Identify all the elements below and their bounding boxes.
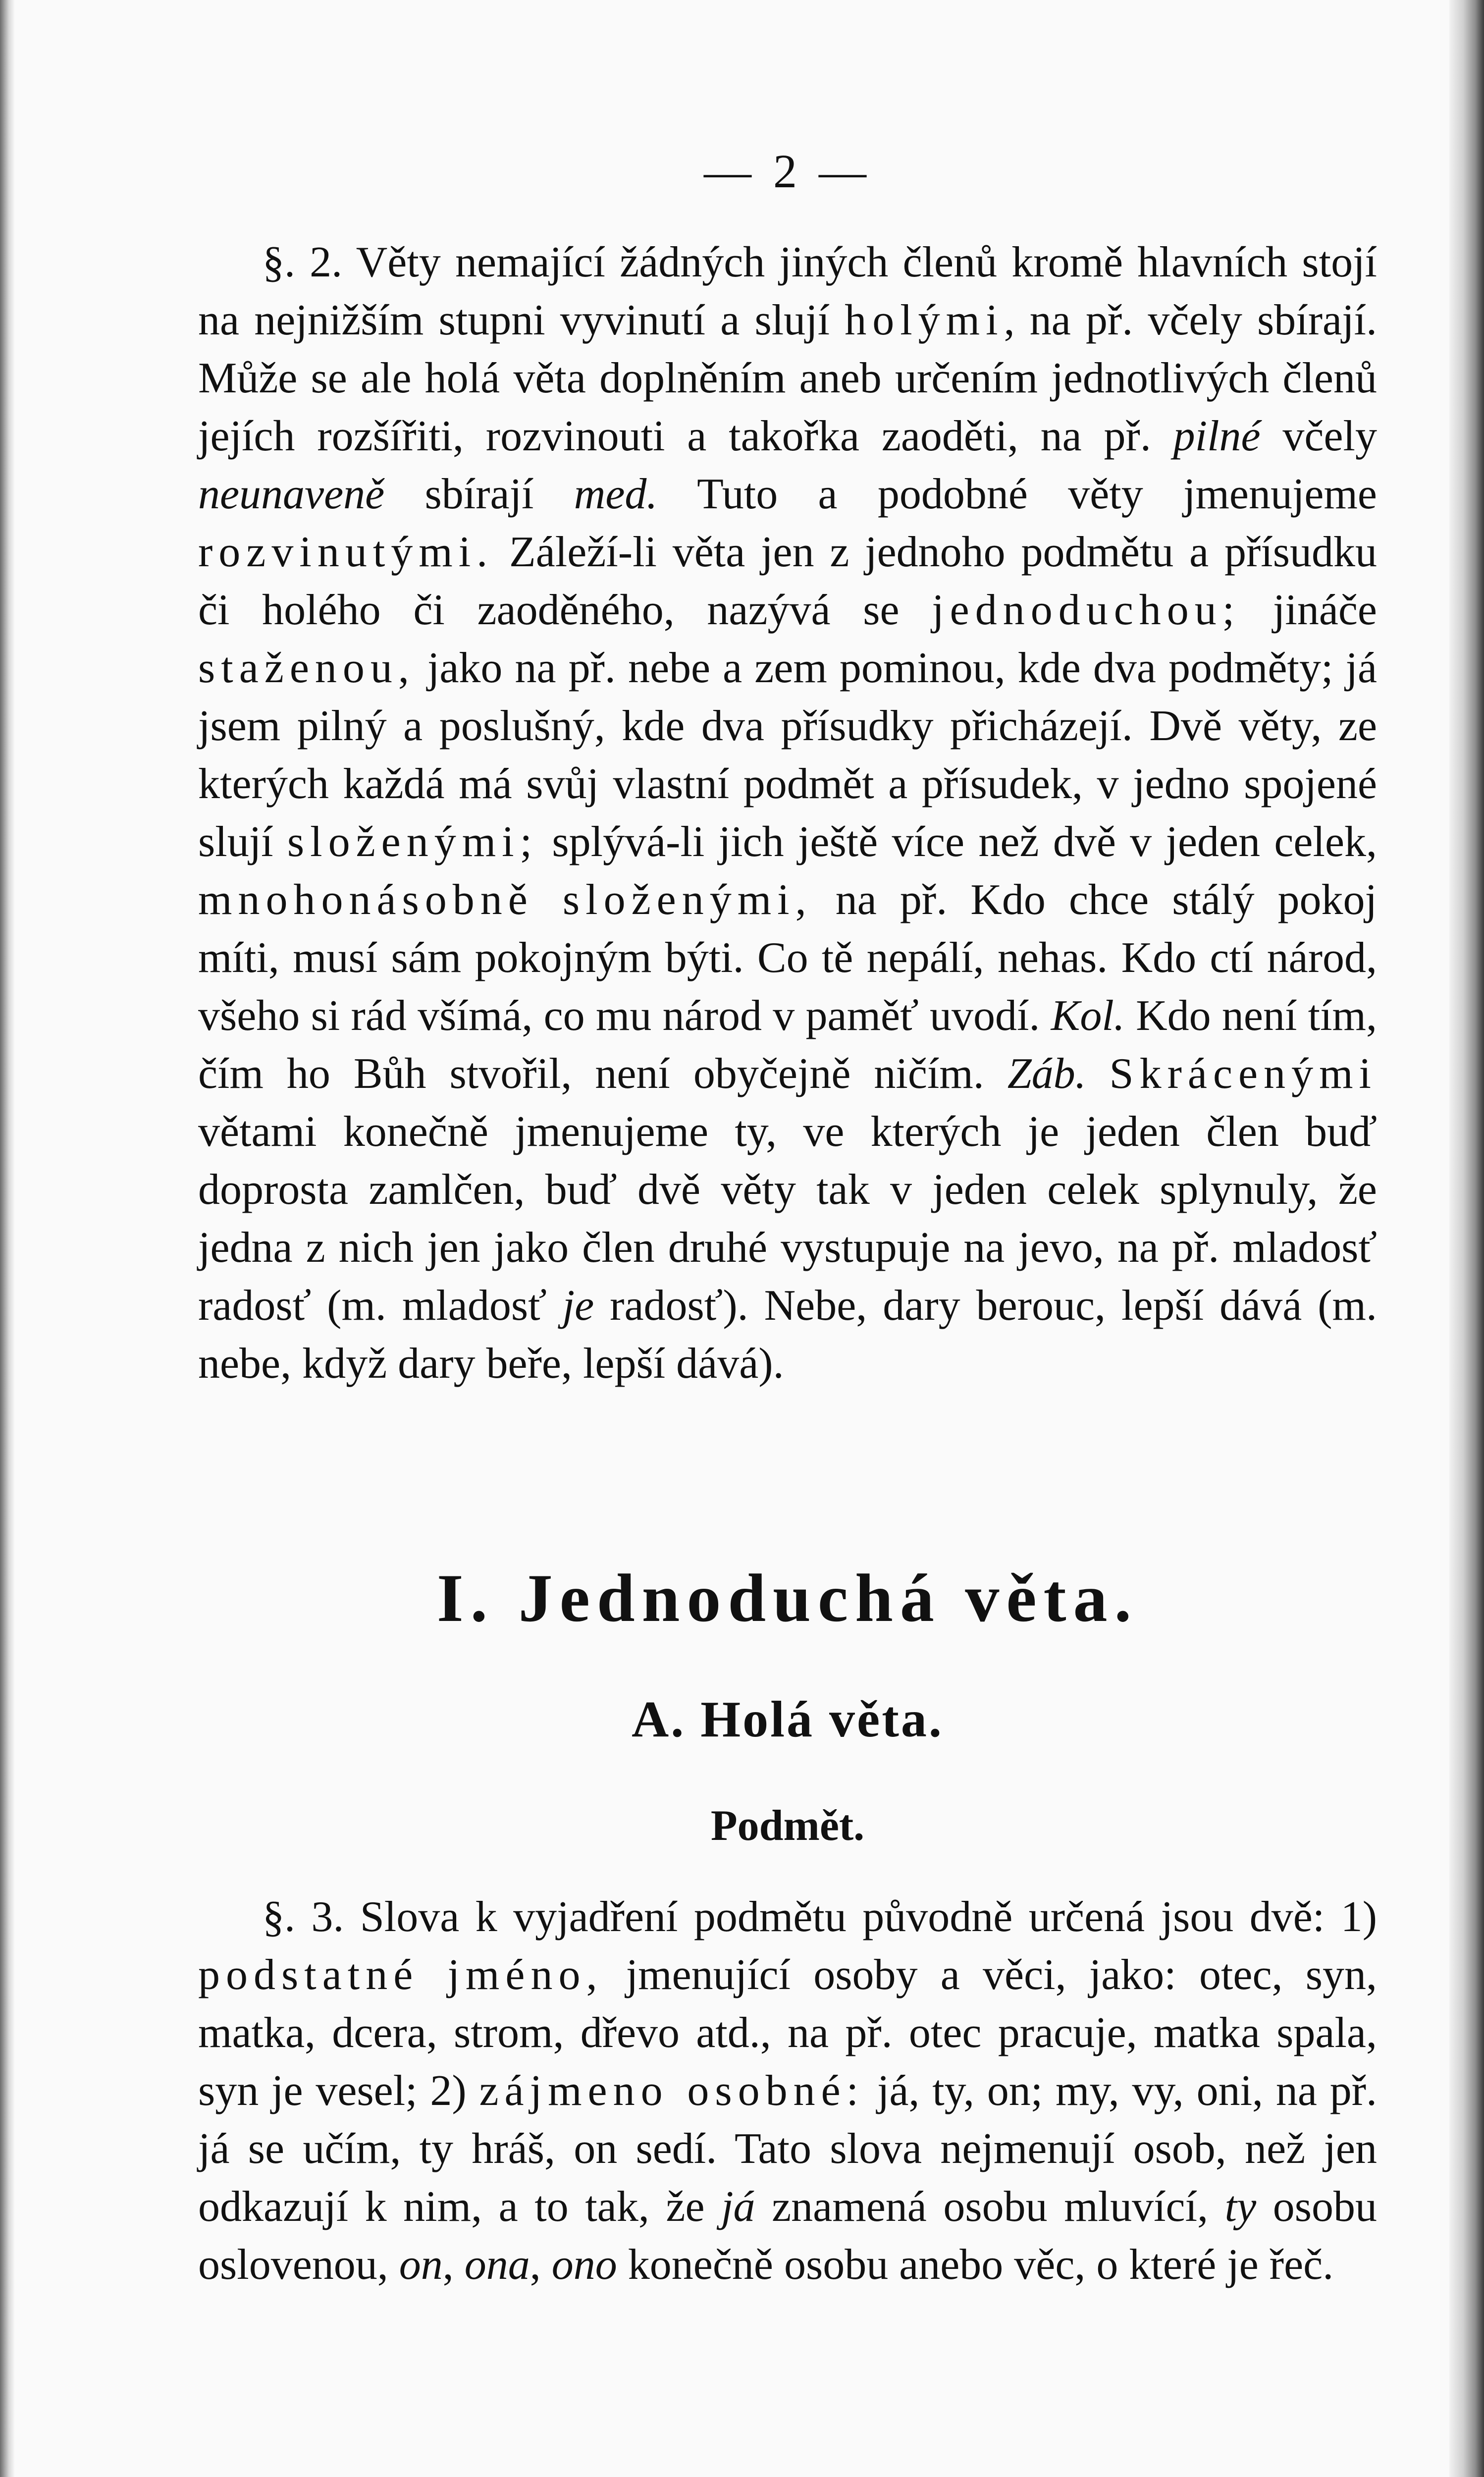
text: sbírají [384,470,574,518]
italic-zab: Záb. [1007,1050,1086,1098]
italic-kol: Kol. [1051,992,1125,1040]
text: včely [1260,412,1377,460]
text: , na př. včely sbírají. Může se ale holá věta doplněním aneb určením jednotlivých členů jejích rozšířiti, rozvinouti a takořka zaoděti, na př. [198,296,1377,460]
subsection-title: Podmět. [710,1802,865,1850]
text: Kdo není tím, čím ho Bůh stvořil, není obyčejně ničím. [198,992,1377,1098]
italic-ja: já [721,2183,755,2231]
text: osobu oslovenou, [198,2183,1377,2289]
paragraph-section-2 [198,233,1377,1393]
text: jináče [1240,586,1377,634]
term-rozvinutymi: rozvinutými. [198,528,494,576]
text: já, ty, on; my, vy, oni, na př. já se učím, ty hráš, on sedí. Tato slova nejmenují osob, než jen odkazují k nim, a to tak, že [198,2067,1377,2231]
italic-med: med. [574,470,658,518]
text: , [530,2241,552,2289]
italic-je: je [562,1282,594,1330]
page-right-edge [1449,0,1484,2477]
text: znamená osobu mluvící, [755,2183,1225,2231]
text: jako na př. nebe a zem pominou, kde dva podměty; já jsem pilný a poslušný, kde dva přísudky přicházejí. Dvě věty, ze kterých každá má svůj vlastní podmět a přísudek, v jedno spojené slují [198,644,1377,866]
text: větami konečně jmenujeme ty, ve kterých je jeden člen buď doprosta zamlčen, buď dvě věty tak v jeden celek splynuly, že jedna z nich jen jako člen druhé vystupuje na jevo, na př. mladosť radosť (m. mladosť [198,1108,1377,1330]
term-podstatne-jmeno: podstatné jméno, [198,1951,603,1999]
text: Záleží-li věta jen z jednoho podmětu a přísudku či holého či zaoděného, nazývá se [198,528,1377,634]
italic-ona: ona [464,2241,530,2289]
text: §. 2. Věty nemající žádných jiných členů kromě hlavních stojí na nejnižším stupni vyvinutí a slují [198,238,1377,344]
italic-pilne: pilné [1173,412,1261,460]
text: , [442,2241,465,2289]
text: splývá-li jich ještě více než dvě v jeden celek, [538,818,1377,866]
italic-on: on [399,2241,443,2289]
term-stazenou: staženou, [198,644,415,692]
term-jednoduchou: jednoduchou; [932,586,1241,634]
page-number: — 2 — [704,145,871,198]
text: na př. Kdo chce stálý pokoj míti, musí sám pokojným býti. Co tě nepálí, nehas. Kdo ctí národ, všeho si rád všímá, co mu národ v paměť uvodí. [198,876,1377,1040]
term-mnohonasobne: mnohonásobně složenými, [198,876,812,924]
text: radosť). Nebe, dary berouc, lepší dává (m. nebe, když dary beře, lepší dává). [198,1282,1377,1388]
page-content [198,144,1377,2294]
chapter-title: I. Jednoduchá věta. [436,1560,1139,1636]
italic-neunavene: neunaveně [198,470,385,518]
term-skracenymi: Skrácenými [1109,1050,1377,1098]
text: konečně osobu anebo věc, o které je řeč. [617,2241,1334,2289]
section-title: A. Holá věta. [632,1691,944,1748]
page-left-shadow [0,0,15,2477]
text [1086,1050,1110,1098]
text: Tuto a podobné věty jmenujeme [657,470,1377,518]
term-slozenymi: složenými; [287,818,538,866]
italic-ty: ty [1224,2183,1257,2231]
term-zajmeno-osobne: zájmeno osobné: [479,2067,865,2115]
text: jmenující osoby a věci, jako: otec, syn, matka, dcera, strom, dřevo atd., na př. otec pracuje, matka spala, syn je vesel; 2) [198,1951,1378,2115]
paragraph-section-3 [198,1888,1377,2294]
term-holymi: holými [845,296,1004,344]
text: §. 3. Slova k vyjadření podmětu původně určená jsou dvě: 1) [263,1893,1377,1941]
italic-ono: ono [551,2241,617,2289]
